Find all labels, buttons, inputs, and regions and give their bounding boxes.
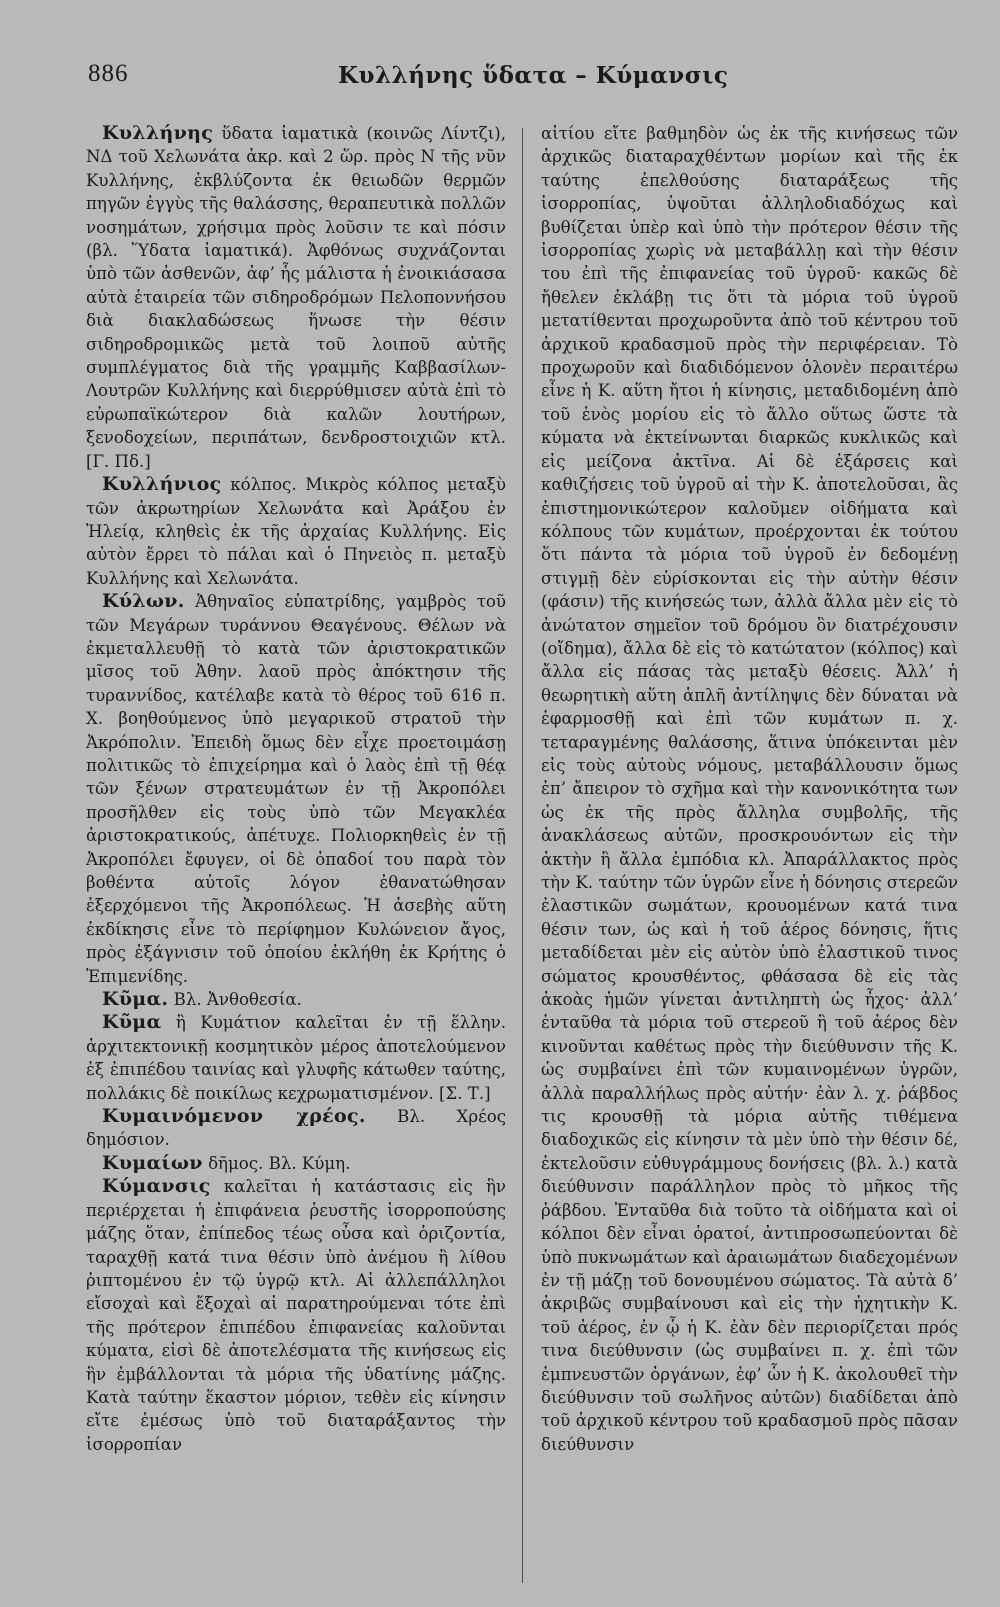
entry-kyllinios-kolpos [86,473,506,590]
entry-kymansis [86,1175,506,1456]
entry-text: Βλ. Ἀνθοθεσία. [168,990,302,1010]
entry-kymainomenon-chreos [86,1105,506,1152]
page-header [88,58,948,98]
entry-headword: Κῦμα. [102,988,169,1011]
left-column [86,122,506,1592]
entry-kyma-2 [86,1011,506,1105]
entry-headword: Κυμαίων [102,1151,203,1174]
entry-kyllinis-hydata [86,122,506,473]
entry-headword: Κῦμα [102,1011,162,1034]
entry-kymansis-continued: αἰτίου εἴτε βαθμηδὸν ὡς ἐκ τῆς κινήσεως τῶν ἀρχικῶς διαταραχθέντων μορίων καὶ τῆς ἐκ ταύτης ἐπελθούσης διαταράξεως τῆς ἰσορροπίας, ὑψοῦται ἀλληλοδιαδόχως καὶ βυθίζεται ὑπὲρ καὶ ὑπὸ τὴν πρότερον θέσιν τῆς ἰσορροπίας χωρὶς νὰ μεταβάλλῃ καὶ τὴν θέσιν του ἐπὶ τῆς ἐπιφανείας τοῦ ὑγροῦ· κακῶς δὲ ἤθελεν ἐκλάβῃ τις ὅτι τὰ μόρια τοῦ ὑγροῦ μετατίθενται προχωροῦντα ἀπὸ τοῦ κέντρου τοῦ ἀρχικοῦ κραδασμοῦ πρὸς τὴν περιφέρειαν. Τὸ προχωροῦν καὶ διαδιδόμενον ὁλονὲν περαιτέρω εἶνε ἡ Κ. αὕτη ἤτοι ἡ κίνησις, μεταδιδομένη ἀπὸ τοῦ ἑνὸς μορίου εἰς τὸ ἄλλο οὕτως ὥστε τὰ κύματα νὰ ἐκτείνωνται διαρκῶς κυκλικῶς καὶ εἰς μείζονα ἀκτῖνα. Αἱ δὲ ἐξάρσεις καὶ καθιζήσεις τοῦ ὑγροῦ αἱ τὴν Κ. ἀποτελοῦσαι, ἃς ἐπιστημονικώτερον καλοῦμεν οἰδήματα καὶ κόλπους τῶν κυμάτων, προέρχονται ἐκ τούτου ὅτι πάντα τὰ μόρια τοῦ ὑγροῦ ἐν δεδομένῃ στιγμῇ δὲν εὑρίσκονται εἰς τὴν αὐτὴν θέσιν (φάσιν) τῆς κινήσεώς των, ἀλλὰ ἄλλα μὲν εἰς τὸ ἀνώτατον σημεῖον τοῦ δρόμου ὃν διατρέχουσιν (οἴδημα), ἄλλα δὲ εἰς τὸ κατώτατον (κόλπος) καὶ ἄλλα εἰς πάσας τὰς μεταξὺ θέσεις. Ἀλλ’ ἡ θεωρητικὴ αὕτη ἁπλῆ ἀντίληψις δὲν δύναται νὰ ἐφαρμοσθῇ καὶ ἐπὶ τῶν κυμάτων π. χ. τεταραγμένης θαλάσσης, ἅτινα ὑπόκεινται μὲν εἰς τοὺς αὐτοὺς νόμους, μεταβάλλουσιν ὅμως ἐπ’ ἄπειρον τὸ σχῆμα καὶ τὴν κανονικότητα των ὡς ἐκ τῆς πρὸς ἄλληλα συμβολῆς, τῆς ἀνακλάσεως αὐτῶν, προσκρουόντων εἰς τὴν ἀκτὴν ἢ ἄλλα ἐμπόδια κλ. Ἀπαράλλακτος πρὸς τὴν Κ. ταύτην τῶν ὑγρῶν εἶνε ἡ δόνησις στερεῶν ἐλαστικῶν σωμάτων, κρουομένων κατά τινα θέσιν των, ὡς καὶ ἡ τοῦ ἀέρος δόνησις, ἥτις μεταδίδεται μὲν εἰς αὐτὸν ὑπὸ ἐλαστικοῦ τινος σώματος κρουσθέντος, φθάσασα δὲ εἰς τὰς ἀκοὰς ἡμῶν γίνεται ἀντιληπτὴ ὡς ἦχος· ἀλλ’ ἐνταῦθα τὰ μόρια τοῦ στερεοῦ ἢ τοῦ ἀέρος δὲν κινοῦνται καθέτως πρὸς τὴν διεύθυνσιν τῆς Κ. ὡς συμβαίνει ἐπὶ τῶν κυμαινομένων ὑγρῶν, ἀλλὰ παραλλήλως πρὸς αὐτήν· ἐὰν λ. χ. ῥάβδος τις κρουσθῇ τὰ μόρια αὐτῆς τιθέμενα διαδοχικῶς εἰς κίνησιν τὰ μὲν ὑπὸ τὴν θέσιν δέ, ἐκτελοῦσιν εὐθυγράμμους δονήσεις (βλ. λ.) κατὰ διεύθυνσιν παράλληλον πρὸς τὸ μῆκος τῆς ῥάβδου. Ἐνταῦθα διὰ τοῦτο τὰ οἰδήματα καὶ οἱ κόλποι δὲν εἶναι ὁρατοί, ἀντιπροσωπεύονται δὲ ὑπὸ πυκνωμάτων καὶ ἀραιωμάτων διαδεχομένων ἐν τῇ μάζῃ τοῦ δονουμένου σώματος. Τὰ αὐτὰ δ’ ἀκριβῶς συμβαίνουσι καὶ εἰς τὴν ἠχητικὴν Κ. τοῦ ἀέρος, ἐν ᾧ ἡ Κ. ἐὰν δὲν περιορίζεται πρός τινα διεύθυνσιν (ὡς συμβαίνει π. χ. ἐπὶ τῶν ἐμπνευστῶν ὀργάνων, ἐφ’ ὧν ἡ Κ. ἀκολουθεῖ τὴν διεύθυνσιν τοῦ σωλῆνος αὐτῶν) διαδίδεται ἀπὸ τοῦ ἀρχικοῦ κέντρου τοῦ κραδασμοῦ πρὸς πᾶσαν διεύθυνσιν [541,124,958,1454]
page-number: 886 [88,60,129,87]
column-divider [522,128,523,1583]
running-title: Κυλλήνης ὕδατα – Κύμανσις [338,62,729,89]
entry-text: κόλπος. Μικρὸς κόλπος μεταξὺ τῶν ἀκρωτηρίων Χελωνάτα καὶ Ἀράξου ἐν Ἠλείᾳ, κληθεὶς ἐκ τῆς ἀρχαίας Κυλλήνης. Εἰς αὐτὸν ἔρρει τὸ πάλαι καὶ ὁ Πηνειὸς π. μεταξὺ Κυλλήνης καὶ Χελωνάτα. [86,475,506,588]
entry-kyma-1 [86,988,506,1011]
entry-headword: Κυλλήνης [102,122,214,144]
entry-text: Ἀθηναῖος εὐπατρίδης, γαμβρὸς τοῦ τῶν Μεγάρων τυράννου Θεαγένους. Θέλων νὰ ἐκμεταλλευθῇ τὸ κατὰ τῶν ἀριστοκρατικῶν μῖσος τοῦ Ἀθην. λαοῦ πρὸς ἀπόκτησιν τῆς τυραννίδος, κατέλαβε κατὰ τὸ θέρος τοῦ 616 π. Χ. βοηθούμενος ὑπὸ μεγαρικοῦ στρατοῦ τὴν Ἀκρόπολιν. Ἐπειδὴ ὅμως δὲν εἶχε προετοιμάσῃ πολιτικῶς τὸ ἐπιχείρημα καὶ ὁ λαὸς ἐπὶ τῇ θέᾳ τῶν ξένων στρατευμάτων ἐν τῇ Ἀκροπόλει προσῆλθεν εἰς τοὺς ὑπὸ τῶν Μεγακλέα ἀριστοκρατικούς, ἀπέτυχε. Πολιορκηθεὶς ἐν τῇ Ἀκροπόλει ἔφυγεν, οἱ δὲ ὀπαδοί του παρὰ τὸν βοθέντα αὐτοῖς λόγον ἐθανατώθησαν ἐξερχόμενοι τῆς Ἀκροπόλεως. Ἡ ἀσεβὴς αὕτη ἐκδίκησις εἶνε τὸ περίφημον Κυλώνειον ἄγος, πρὸς ἐξάγνισιν τοῦ ὁποίου ἐκλήθη ἐκ Κρήτης ὁ Ἐπιμενίδης. [86,592,506,986]
entry-kymaion-dimos [86,1152,506,1175]
entry-text: Βλ. Χρέος δημόσιον. [86,1107,506,1150]
entry-headword: Κυλλήνιος [102,473,222,496]
entry-headword: Κύμανσις [102,1175,211,1198]
entry-headword: Κύλων. [102,590,185,613]
entry-text: ὕδατα ἰαματικὰ (κοινῶς Λίντζι), ΝΔ τοῦ Χελωνάτα ἀκρ. καὶ 2 ὥρ. πρὸς Ν τῆς νῦν Κυλλήνης, ἐκβλύζοντα ἐκ θειωδῶν θερμῶν πηγῶν ἐγγὺς τῆς θαλάσσης, θεραπευτικὰ πολλῶν νοσημάτων, χρήσιμα πρὸς λοῦσιν τε καὶ πόσιν (βλ. Ὕδατα ἰαματικά). Ἀφθόνως συχνάζονται ὑπὸ τῶν ἀσθενῶν, ἀφ’ ἧς μάλιστα ἡ ἐνοικιάσασα αὐτὰ ἑταιρεία τῶν σιδηροδρόμων Πελοποννήσου διὰ διακλαδώσεως ἥνωσε τὴν θέσιν σιδηροδρομικῶς μετὰ τοῦ λοιποῦ αὐτῆς συμπλέγματος διὰ τῆς γραμμῆς Καββασίλων-Λουτρῶν Κυλλήνης καὶ διερρύθμισεν αὐτὰ ἐπὶ τὸ εὐρωπαϊκώτερον διὰ καλῶν λουτήρων, ξενοδοχείων, περιπάτων, δενδροστοιχιῶν κτλ. [Γ. Πδ.] [86,124,506,471]
entry-text: καλεῖται ἡ κατάστασις εἰς ἣν περιέρχεται ἡ ἐπιφάνεια ῥευστῆς ἰσορροπούσης μάζης ὅταν, ἐπίπεδος τέως οὖσα καὶ ὁριζοντία, ταραχθῇ κατά τινα θέσιν ὑπὸ ἀνέμου ἢ λίθου ῥιπτομένου ἐν τῷ ὑγρῷ κτλ. Αἱ ἀλλεπάλληλοι εἴσοχαὶ καὶ ἔξοχαὶ αἱ παρατηρούμεναι τότε ἐπὶ τῆς πρότερον ἐπιπέδου ἐπιφανείας καλοῦνται κύματα, εἰσὶ δὲ ἀποτελέσματα τῆς κινήσεως εἰς ἣν ἐμβάλλονται τὰ μόρια τῆς ὑδατίνης μάζης. Κατὰ ταύτην ἕκαστον μόριον, τεθὲν εἰς κίνησιν εἴτε ἐμέσως ὑπὸ τοῦ διαταράξαντος τὴν ἰσορροπίαν [86,1177,506,1454]
entry-text: δῆμος. Βλ. Κύμη. [202,1153,351,1173]
right-column [541,122,958,1592]
entry-kylon [86,590,506,988]
entry-text: ἢ Κυμάτιον καλεῖται ἐν τῇ ἕλλην. ἀρχιτεκτονικῇ κοσμητικὸν μέρος ἀποτελούμενον ἐξ ἐπιπέδου ταινίας καὶ γλυφῆς κάτωθεν ταύτης, πολλάκις δὲ ποικίλως κεχρωματισμένον. [Σ. Τ.] [86,1013,506,1103]
entry-headword: Κυμαινόμενον χρέος. [102,1105,366,1128]
